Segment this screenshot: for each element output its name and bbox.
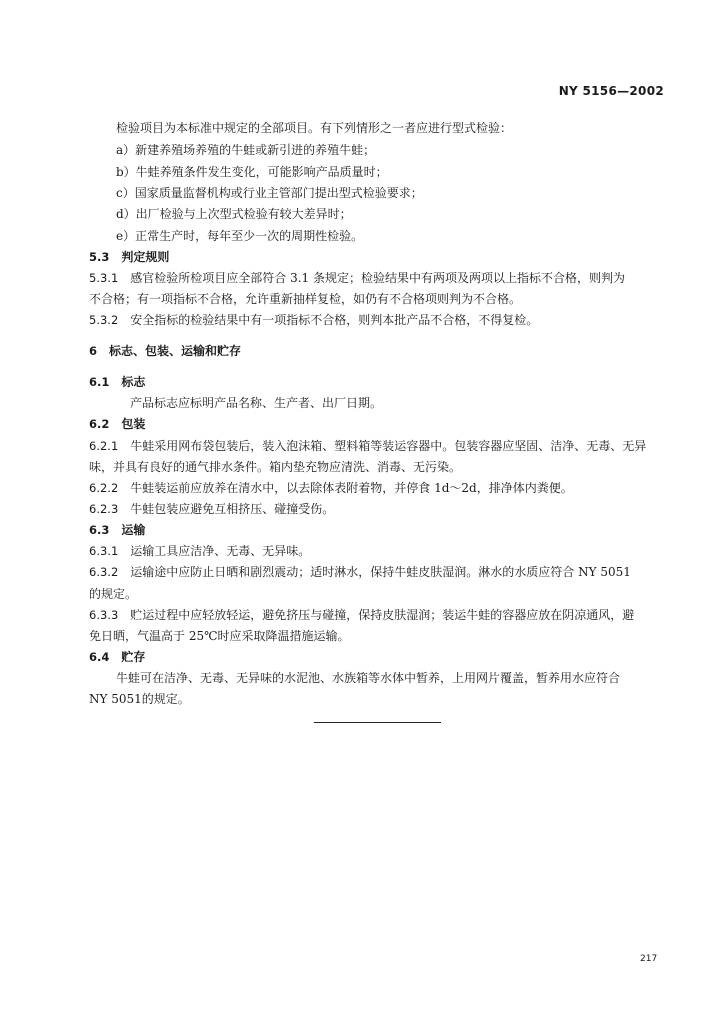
clause-6-2-1-line-2: 味，并具有良好的通气排水条件。箱内垫充物应清洗、消毒、无污染。 [89, 460, 462, 474]
clause-6-2-3 [89, 501, 334, 517]
section-number: 6.1 [89, 375, 110, 389]
section-6-heading [89, 343, 241, 359]
clause-text: 牛蛙采用网布袋包装后，装入泡沫箱、塑料箱等装运容器中。包装容器应坚固、洁净、无毒、无异 [130, 439, 647, 453]
list-item-a: a）新建养殖场养殖的牛蛙或新引进的养殖牛蛙； [116, 143, 376, 157]
section-title: 标志 [121, 375, 146, 389]
clause-text: 牛蛙包装应避免互相挤压、碰撞受伤。 [130, 502, 335, 516]
clause-6-3-2-line-2: 的规定。 [89, 587, 138, 601]
clause-5-3-1-line-1 [89, 270, 625, 286]
clause-5-3-1-line-2: 不合格；有一项指标不合格，允许重新抽样复检，如仍有不合格项则判为不合格。 [89, 292, 522, 306]
clause-number: 5.3.1 [89, 271, 119, 285]
section-number: 6.3 [89, 523, 110, 537]
section-number: 6 [89, 344, 98, 358]
clause-number: 6.3.1 [89, 544, 119, 558]
section-title: 标志、包装、运输和贮存 [109, 344, 242, 358]
clause-text: 牛蛙装运前应放养在清水中，以去除体表附着物，并停食 1d～2d，排净体内粪便。 [130, 481, 573, 495]
standard-code-header: NY 5156—2002 [558, 84, 664, 98]
storage-text-line-2: NY 5051的规定。 [89, 692, 190, 706]
clause-number: 5.3.2 [89, 313, 119, 327]
clause-number: 6.2.3 [89, 502, 119, 516]
section-title: 判定规则 [121, 250, 170, 264]
clause-6-3-1 [89, 543, 310, 559]
section-5-3-heading [89, 249, 169, 265]
clause-number: 6.3.2 [89, 565, 119, 579]
clause-6-3-2-line-1 [89, 564, 631, 580]
section-6-2-heading [89, 416, 145, 432]
section-number: 5.3 [89, 250, 110, 264]
section-6-4-heading [89, 649, 145, 665]
list-item-e: e）正常生产时，每年至少一次的周期性检验。 [116, 229, 364, 243]
clause-number: 6.2.1 [89, 439, 119, 453]
clause-6-3-3-line-1 [89, 607, 634, 623]
section-title: 运输 [121, 523, 146, 537]
list-item-b: b）牛蛙养殖条件发生变化，可能影响产品质量时； [116, 165, 388, 179]
clause-text: 感官检验所检项目应全部符合 3.1 条规定；检验结果中有两项及两项以上指标不合格，则判为 [130, 271, 625, 285]
section-number: 6.2 [89, 417, 110, 431]
page-number: 217 [640, 954, 658, 964]
clause-number: 6.3.3 [89, 608, 119, 622]
storage-text-line-1: 牛蛙可在洁净、无毒、无异味的水泥池、水族箱等水体中暂养，上用网片覆盖，暂养用水应符合 [116, 671, 621, 685]
clause-text: 运输工具应洁净、无毒、无异味。 [130, 544, 311, 558]
end-of-document-rule [314, 722, 441, 723]
clause-text: 安全指标的检验结果中有一项指标不合格，则判本批产品不合格，不得复检。 [130, 313, 539, 327]
clause-number: 6.2.2 [89, 481, 119, 495]
marking-text: 产品标志应标明产品名称、生产者、出厂日期。 [130, 396, 383, 410]
list-item-c: c）国家质量监督机构或行业主管部门提出型式检验要求； [116, 186, 423, 200]
section-title: 贮存 [121, 650, 146, 664]
section-title: 包装 [121, 417, 146, 431]
clause-text: 运输途中应防止日晒和剧烈震动；适时淋水，保持牛蛙皮肤湿润。淋水的水质应符合 NY 5051 [130, 565, 631, 579]
clause-6-3-3-line-2: 免日晒，气温高于 25℃时应采取降温措施运输。 [89, 629, 350, 643]
list-item-d: d）出厂检验与上次型式检验有较大差异时； [116, 207, 352, 221]
clause-6-2-1-line-1 [89, 438, 646, 454]
section-6-1-heading [89, 374, 145, 390]
clause-5-3-2 [89, 312, 538, 328]
type-inspection-intro: 检验项目为本标准中规定的全部项目。有下列情形之一者应进行型式检验： [116, 121, 513, 135]
section-6-3-heading [89, 522, 145, 538]
section-number: 6.4 [89, 650, 110, 664]
clause-text: 贮运过程中应轻放轻运，避免挤压与碰撞，保持皮肤湿润；装运牛蛙的容器应放在阴凉通风，避 [130, 608, 635, 622]
clause-6-2-2 [89, 480, 573, 496]
